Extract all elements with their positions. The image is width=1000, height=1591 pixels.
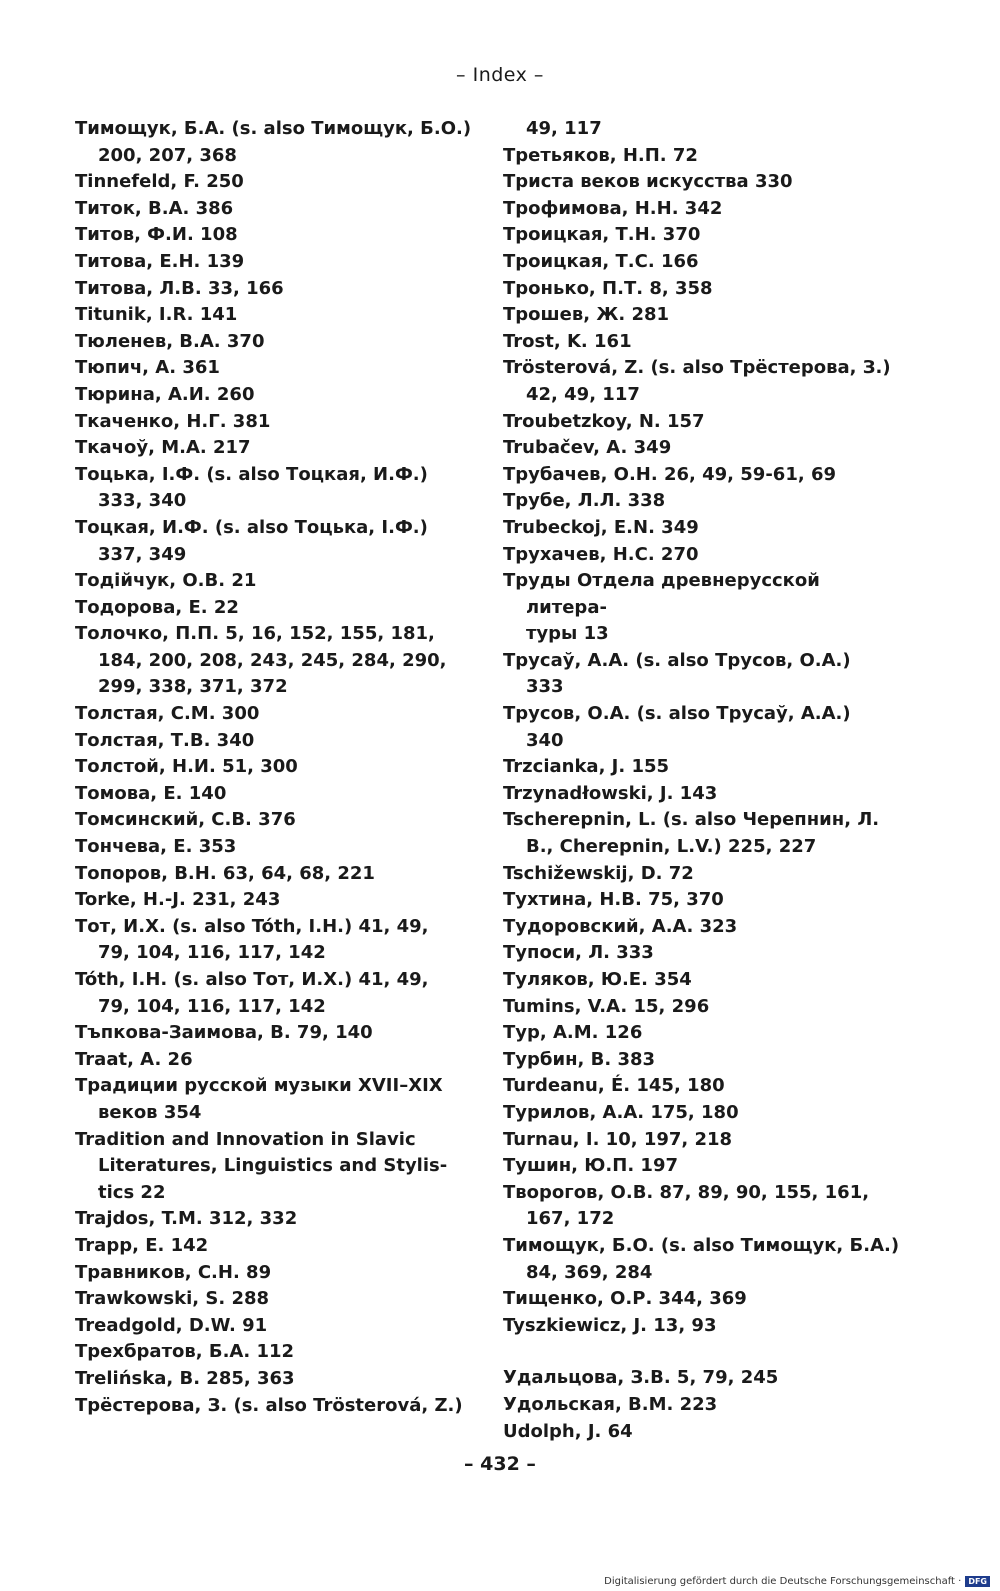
index-entry: Torke, H.-J. 231, 243 bbox=[75, 889, 281, 911]
index-entry: Удальцова, З.В. 5, 79, 245 bbox=[503, 1367, 779, 1389]
index-entry-continuation: 42, 49, 117 bbox=[526, 383, 640, 405]
dfg-logo-icon: DFG bbox=[965, 1576, 990, 1587]
index-entry: Trzcianka, J. 155 bbox=[503, 756, 670, 778]
index-entry-continuation: 49, 117 bbox=[526, 118, 602, 139]
index-entry: Туляков, Ю.Е. 354 bbox=[503, 969, 692, 990]
index-entry-continuation: В., Cherepnin, L.V.) 225, 227 bbox=[526, 836, 817, 858]
index-entry: Тудоровский, А.А. 323 bbox=[503, 915, 738, 937]
index-entry: Удольская, В.М. 223 bbox=[503, 1393, 718, 1415]
index-entry: Толстая, С.М. 300 bbox=[75, 703, 260, 725]
index-entry: Тодорова, Е. 22 bbox=[75, 596, 239, 618]
index-entry: Тимощук, Б.О. (s. also Тимощук, Б.А.) bbox=[503, 1234, 900, 1256]
page-header: – Index – bbox=[456, 64, 544, 86]
index-entry: Trzynadłowski, J. 143 bbox=[503, 782, 718, 804]
index-entry: Тупоси, Л. 333 bbox=[503, 942, 654, 964]
index-entry: Ткаченко, Н.Г. 381 bbox=[75, 410, 271, 432]
index-entry: Trösterová, Z. (s. also Трёстерова, З.) bbox=[503, 357, 891, 379]
index-entry: Turnau, I. 10, 197, 218 bbox=[503, 1128, 733, 1150]
index-entry: Третьяков, Н.П. 72 bbox=[503, 144, 698, 166]
index-entry: Тищенко, О.Р. 344, 369 bbox=[503, 1288, 747, 1310]
index-entry: Tóth, I.H. (s. also Тот, И.Х.) 41, 49, bbox=[75, 969, 429, 990]
index-entry: Троицкая, Т.Н. 370 bbox=[503, 224, 701, 246]
index-entry-continuation: веков 354 bbox=[98, 1101, 202, 1123]
index-entry: Tscherepnin, L. (s. also Черепнин, Л. bbox=[503, 809, 880, 831]
digitization-credit-text: Digitalisierung gefördert durch die Deutsche Forschungsgemeinschaft · bbox=[604, 1576, 962, 1587]
index-entry-continuation: 184, 200, 208, 243, 245, 284, 290, bbox=[98, 649, 447, 671]
index-entry: Trubeckoj, E.N. 349 bbox=[503, 516, 699, 538]
index-entry-continuation: 79, 104, 116, 117, 142 bbox=[98, 942, 326, 964]
index-entry: Trapp, E. 142 bbox=[75, 1234, 209, 1256]
index-entry-continuation: Literatures, Linguistics and Stylis- bbox=[98, 1155, 448, 1177]
index-entry-continuation: 333, 340 bbox=[98, 490, 187, 512]
index-entry: Tumins, V.A. 15, 296 bbox=[503, 995, 710, 1017]
index-entry: Тюленев, В.А. 370 bbox=[75, 330, 265, 352]
index-entry: Трухачев, Н.С. 270 bbox=[503, 543, 699, 565]
index-entry-continuation: 79, 104, 116, 117, 142 bbox=[98, 995, 326, 1017]
index-entry: Тончева, Е. 353 bbox=[75, 836, 237, 858]
index-entry: Трусов, О.А. (s. also Трусаў, А.А.) bbox=[503, 703, 851, 725]
index-entry: Trawkowski, S. 288 bbox=[75, 1288, 270, 1310]
index-entry: Turdeanu, É. 145, 180 bbox=[503, 1075, 725, 1097]
index-entry: Титова, Л.В. 33, 166 bbox=[75, 277, 284, 299]
index-entry: Тюпич, А. 361 bbox=[75, 357, 220, 379]
index-entry-continuation: 167, 172 bbox=[526, 1208, 615, 1230]
index-entry: Тимощук, Б.А. (s. also Тимощук, Б.О.) bbox=[75, 118, 472, 139]
index-entry-continuation: 337, 349 bbox=[98, 543, 187, 565]
index-entry: Тур, А.М. 126 bbox=[503, 1022, 643, 1044]
index-entry-continuation: 200, 207, 368 bbox=[98, 144, 237, 166]
index-entry: Titunik, I.R. 141 bbox=[75, 304, 238, 326]
index-entry: Тъпкова-Заимова, В. 79, 140 bbox=[75, 1022, 373, 1044]
index-entry: Troubetzkoy, N. 157 bbox=[503, 410, 705, 432]
index-entry-continuation: 333 bbox=[526, 676, 564, 698]
index-entry: Тот, И.Х. (s. also Tóth, I.H.) 41, 49, bbox=[75, 915, 429, 937]
index-entry: Tyszkiewicz, J. 13, 93 bbox=[503, 1314, 717, 1336]
digitization-credit bbox=[604, 1576, 990, 1587]
index-entry-continuation: 84, 369, 284 bbox=[526, 1261, 653, 1283]
index-entry: Трошев, Ж. 281 bbox=[503, 304, 670, 326]
index-entry: Титов, Ф.И. 108 bbox=[75, 224, 238, 246]
index-entry: Турилов, А.А. 175, 180 bbox=[503, 1101, 739, 1123]
index-entry: Tinnefeld, F. 250 bbox=[75, 171, 244, 193]
page-number: – 432 – bbox=[464, 1453, 536, 1475]
index-entry: Тронько, П.Т. 8, 358 bbox=[503, 277, 713, 299]
index-entry: Тушин, Ю.П. 197 bbox=[503, 1155, 678, 1177]
section-gap bbox=[503, 1339, 903, 1365]
index-entry: Тухтина, Н.В. 75, 370 bbox=[503, 889, 724, 911]
index-entry: Троицкая, Т.С. 166 bbox=[503, 250, 699, 272]
index-entry: Тодійчук, О.В. 21 bbox=[75, 570, 257, 592]
index-entry: Творогов, О.В. 87, 89, 90, 155, 161, bbox=[503, 1181, 870, 1203]
index-entry: Трубе, Л.Л. 338 bbox=[503, 490, 666, 512]
index-column-left bbox=[75, 116, 480, 1419]
index-entry: Толстая, Т.В. 340 bbox=[75, 729, 255, 751]
index-entry: Трёстерова, З. (s. also Trösterová, Z.) bbox=[75, 1394, 463, 1416]
index-entry-continuation: 299, 338, 371, 372 bbox=[98, 676, 288, 698]
index-entry: Трехбратов, Б.А. 112 bbox=[75, 1341, 295, 1363]
index-entry-continuation: tics 22 bbox=[98, 1181, 166, 1203]
index-entry: Трубачев, О.Н. 26, 49, 59-61, 69 bbox=[503, 463, 837, 485]
index-entry: Trajdos, T.M. 312, 332 bbox=[75, 1208, 298, 1230]
index-entry: Триста веков искусства 330 bbox=[503, 171, 793, 193]
index-entry: Treadgold, D.W. 91 bbox=[75, 1314, 268, 1336]
index-entry-continuation: туры 13 bbox=[526, 623, 609, 645]
index-entry: Топоров, В.Н. 63, 64, 68, 221 bbox=[75, 862, 375, 884]
index-entry: Турбин, В. 383 bbox=[503, 1048, 656, 1070]
index-entry: Тоцька, І.Ф. (s. also Тоцкая, И.Ф.) bbox=[75, 463, 428, 485]
index-entry: Традиции русской музыки XVII–XIX bbox=[75, 1075, 443, 1097]
index-entry: Трофимова, Н.Н. 342 bbox=[503, 197, 723, 219]
index-entry: Травников, С.Н. 89 bbox=[75, 1261, 272, 1283]
index-entry: Томсинский, С.В. 376 bbox=[75, 809, 296, 831]
index-entry: Тоцкая, И.Ф. (s. also Тоцька, І.Ф.) bbox=[75, 516, 428, 538]
index-entry: Trelińska, B. 285, 363 bbox=[75, 1367, 295, 1389]
index-entry: Ткачоў, М.А. 217 bbox=[75, 437, 251, 459]
index-entry: Трусаў, А.А. (s. also Трусов, О.А.) bbox=[503, 649, 851, 671]
index-entry: Тюрина, А.И. 260 bbox=[75, 383, 255, 405]
index-entry: Trubačev, A. 349 bbox=[503, 437, 672, 459]
index-entry: Udolph, J. 64 bbox=[503, 1420, 633, 1442]
index-entry: Traat, A. 26 bbox=[75, 1048, 193, 1070]
index-entry-continuation: 340 bbox=[526, 729, 564, 751]
index-entry: Толстой, Н.И. 51, 300 bbox=[75, 756, 298, 778]
index-entry: Tradition and Innovation in Slavic bbox=[75, 1128, 416, 1150]
index-entry: Титова, Е.Н. 139 bbox=[75, 250, 245, 272]
index-entry: Trost, K. 161 bbox=[503, 330, 632, 352]
index-entry: Томова, Е. 140 bbox=[75, 782, 227, 804]
index-entry: Tschižewskij, D. 72 bbox=[503, 862, 694, 884]
index-entry: Титок, В.А. 386 bbox=[75, 197, 234, 219]
index-entry: Труды Отдела древнерусской литера- bbox=[503, 570, 820, 618]
index-column-right bbox=[503, 116, 903, 1445]
index-entry: Толочко, П.П. 5, 16, 152, 155, 181, bbox=[75, 623, 435, 645]
